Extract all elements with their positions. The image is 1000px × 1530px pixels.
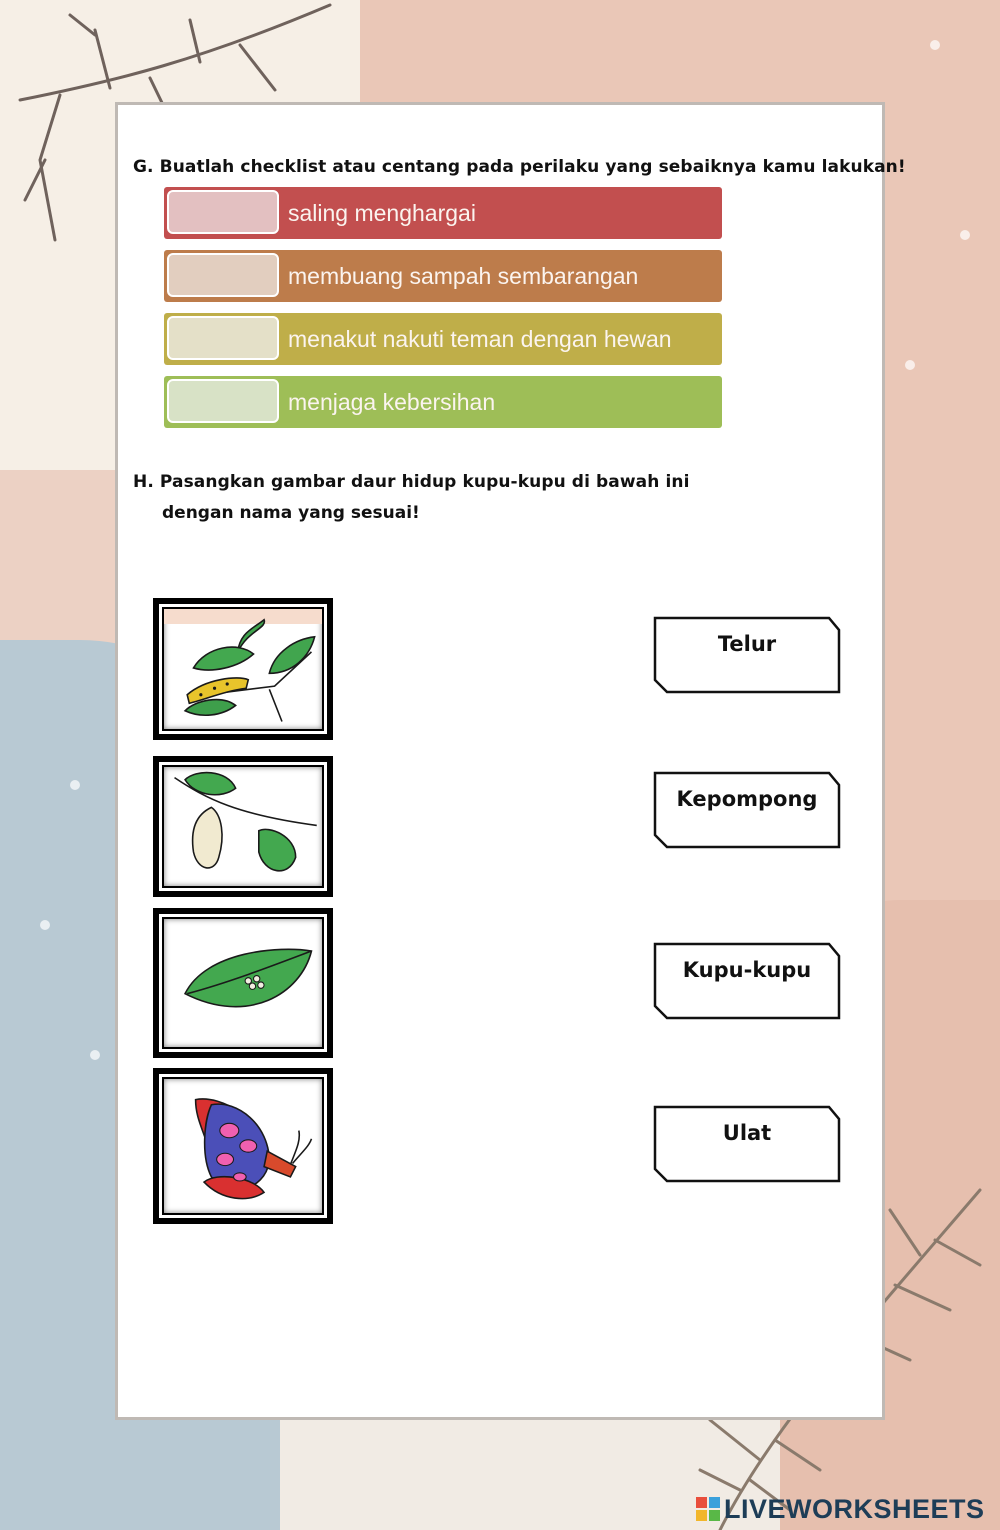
option-label: menakut nakuti teman dengan hewan	[288, 326, 672, 352]
label-box-telur[interactable]	[653, 616, 841, 694]
image-caterpillar[interactable]	[153, 598, 333, 740]
label-box-kepompong[interactable]	[653, 771, 841, 849]
option-membuang-sampah	[164, 250, 722, 302]
label-text: Kupu-kupu	[682, 958, 812, 982]
image-butterfly[interactable]	[153, 1068, 333, 1224]
butterfly-icon	[164, 1079, 322, 1213]
label-text: Telur	[717, 632, 777, 656]
liveworksheets-logo-icon	[696, 1497, 720, 1521]
checkbox-option-2[interactable]	[167, 253, 279, 297]
option-label: menjaga kebersihan	[288, 389, 496, 415]
option-saling-menghargai	[164, 187, 722, 239]
option-label: saling menghargai	[288, 200, 476, 226]
cocoon-on-branch-icon	[164, 767, 322, 886]
option-label: membuang sampah sembarangan	[288, 263, 639, 289]
question-h-title-line2: dengan nama yang sesuai!	[162, 503, 420, 523]
label-box-kupu-kupu[interactable]	[653, 942, 841, 1020]
caterpillar-on-leaves-icon	[164, 609, 322, 729]
liveworksheets-brand	[696, 1494, 985, 1524]
option-menakut-nakuti	[164, 313, 722, 365]
checkbox-option-4[interactable]	[167, 379, 279, 423]
checkbox-option-3[interactable]	[167, 316, 279, 360]
label-text: Kepompong	[676, 787, 818, 811]
eggs-on-leaf-icon	[164, 919, 322, 1047]
question-g-title: G. Buatlah checklist atau centang pada perilaku yang sebaiknya kamu lakukan!	[133, 157, 906, 177]
question-h-title: H. Pasangkan gambar daur hidup kupu-kupu di bawah ini	[133, 472, 690, 492]
label-text: Ulat	[722, 1121, 772, 1145]
option-menjaga-kebersihan	[164, 376, 722, 428]
image-cocoon[interactable]	[153, 756, 333, 897]
image-eggs[interactable]	[153, 908, 333, 1058]
checkbox-option-1[interactable]	[167, 190, 279, 234]
brand-text: LIVEWORKSHEETS	[724, 1493, 985, 1524]
label-box-ulat[interactable]	[653, 1105, 841, 1183]
